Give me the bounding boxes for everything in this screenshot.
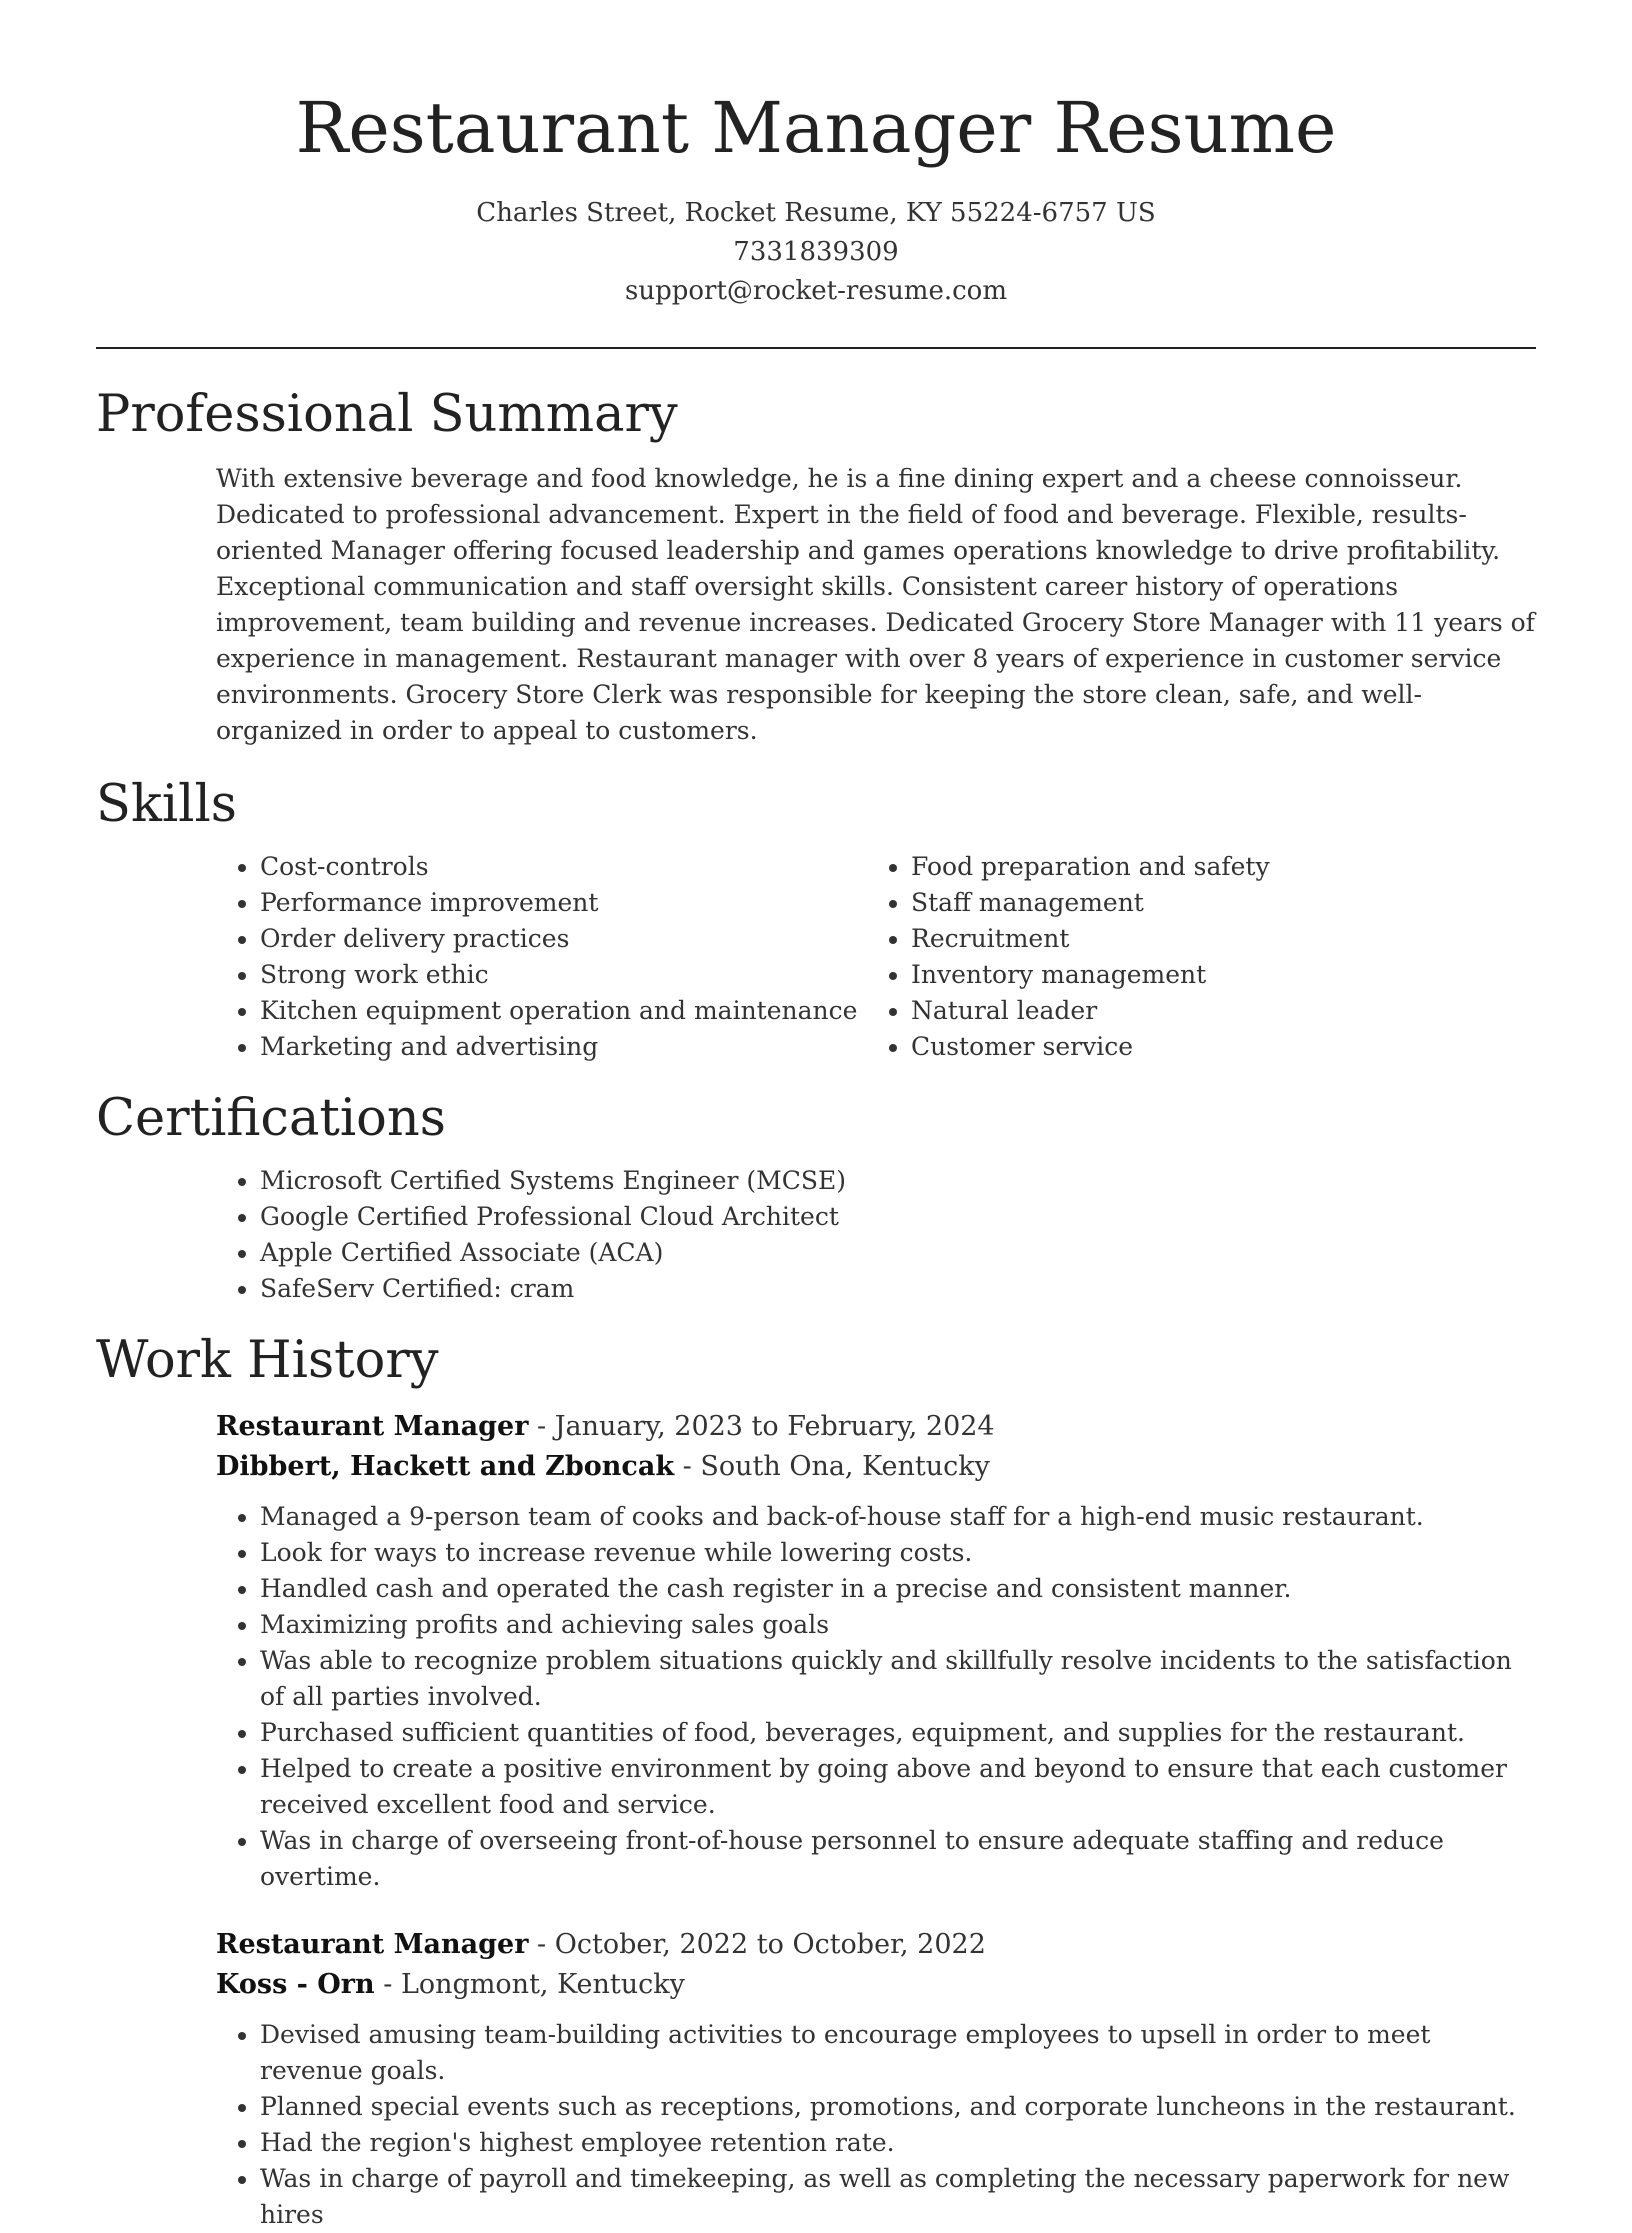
skill-item: • Staff management — [911, 885, 1518, 921]
job-bullet: • Maximizing profits and achieving sales goals — [260, 1607, 1536, 1643]
skill-item: • Strong work ethic — [260, 957, 867, 993]
certifications-heading: Certifications — [96, 1089, 446, 1148]
skills-columns — [216, 849, 1536, 1065]
summary-heading: Professional Summary — [96, 385, 678, 444]
job-entry — [216, 1407, 1536, 1895]
skills-list-left — [216, 849, 867, 1065]
job-bullet: • Look for ways to increase revenue while lowering costs. — [260, 1535, 1536, 1571]
job-company: Dibbert, Hackett and Zboncak — [216, 1451, 675, 1482]
work-history-heading: Work History — [96, 1331, 439, 1390]
resume-header — [96, 0, 1536, 311]
job-bullet: • Had the region's highest employee retention rate. — [260, 2125, 1536, 2161]
certification-item: • SafeServ Certified: cram — [260, 1271, 1536, 1307]
certifications-section — [96, 1087, 1536, 1307]
skill-item: • Order delivery practices — [260, 921, 867, 957]
certifications-list-wrap — [216, 1163, 1536, 1307]
skills-column-right — [867, 849, 1518, 1065]
skill-item: • Natural leader — [911, 993, 1518, 1029]
contact-block — [96, 194, 1536, 311]
skill-item: • Kitchen equipment operation and maintenance — [260, 993, 867, 1029]
header-divider — [96, 347, 1536, 349]
certification-item: • Apple Certified Associate (ACA) — [260, 1235, 1536, 1271]
summary-section — [96, 383, 1536, 749]
job-bullet: • Managed a 9-person team of cooks and back-of-house staff for a high-end music restaurant. — [260, 1499, 1536, 1535]
certification-item: • Google Certified Professional Cloud Architect — [260, 1199, 1536, 1235]
skills-section — [96, 773, 1536, 1065]
job-location: - South Ona, Kentucky — [674, 1451, 990, 1482]
job-bullet: • Planned special events such as receptions, promotions, and corporate luncheons in the restaurant. — [260, 2089, 1536, 2125]
job-dates: - January, 2023 to February, 2024 — [528, 1411, 995, 1442]
skill-item: • Food preparation and safety — [911, 849, 1518, 885]
job-company-line — [216, 1447, 1536, 1487]
job-title-line — [216, 1407, 1536, 1447]
job-location: - Longmont, Kentucky — [374, 1969, 685, 2000]
job-title: Restaurant Manager — [216, 1411, 529, 1442]
job-bullet: • Helped to create a positive environment by going above and beyond to ensure that each customer received excellent food and service. — [260, 1751, 1536, 1823]
skills-list-right — [867, 849, 1518, 1065]
skill-item: • Customer service — [911, 1029, 1518, 1065]
job-company: Koss - Orn — [216, 1969, 375, 2000]
job-title-line — [216, 1925, 1536, 1965]
skill-item: • Recruitment — [911, 921, 1518, 957]
contact-email: support@rocket-resume.com — [624, 276, 1007, 306]
job-bullets — [216, 1499, 1536, 1895]
job-bullet: • Devised amusing team-building activities to encourage employees to upsell in order to meet revenue goals. — [260, 2017, 1536, 2089]
skills-heading: Skills — [96, 775, 237, 834]
job-bullet: • Was able to recognize problem situations quickly and skillfully resolve incidents to the satisfaction of all parties involved. — [260, 1643, 1536, 1715]
job-bullet: • Handled cash and operated the cash register in a precise and consistent manner. — [260, 1571, 1536, 1607]
skills-column-left — [216, 849, 867, 1065]
contact-address: Charles Street, Rocket Resume, KY 55224-6757 US — [476, 198, 1156, 228]
job-title: Restaurant Manager — [216, 1929, 529, 1960]
job-bullets — [216, 2017, 1536, 2233]
certifications-list — [216, 1163, 1536, 1307]
skill-item: • Marketing and advertising — [260, 1029, 867, 1065]
summary-text: With extensive beverage and food knowledge, he is a fine dining expert and a cheese connoisseur. Dedicated to professional advancement. Expert in the field of food and beverage. Flexible, results-oriented Manager offering focused leadership and games operations knowledge to drive profitability. Exceptional communication and staff oversight skills. Consistent career history of operations improvement, team building and revenue increases. Dedicated Grocery Store Manager with 11 years of experience in management. Restaurant manager with over 8 years of experience in customer service environments. Grocery Store Clerk was responsible for keeping the store clean, safe, and well-organized in order to appeal to customers. — [216, 464, 1535, 745]
skill-item: • Cost-controls — [260, 849, 867, 885]
job-dates: - October, 2022 to October, 2022 — [528, 1929, 986, 1960]
resume-title: Restaurant Manager Resume — [295, 87, 1337, 169]
work-history-section — [96, 1329, 1536, 2233]
skill-item: • Performance improvement — [260, 885, 867, 921]
certification-item: • Microsoft Certified Systems Engineer (MCSE) — [260, 1163, 1536, 1199]
job-bullet: • Was in charge of payroll and timekeeping, as well as completing the necessary paperwork for new hires — [260, 2161, 1536, 2233]
skill-item: • Inventory management — [911, 957, 1518, 993]
job-bullet: • Was in charge of overseeing front-of-house personnel to ensure adequate staffing and reduce overtime. — [260, 1823, 1536, 1895]
job-bullet: • Purchased sufficient quantities of food, beverages, equipment, and supplies for the restaurant. — [260, 1715, 1536, 1751]
job-company-line — [216, 1965, 1536, 2005]
job-entry — [216, 1925, 1536, 2233]
contact-phone: 7331839309 — [733, 237, 899, 267]
